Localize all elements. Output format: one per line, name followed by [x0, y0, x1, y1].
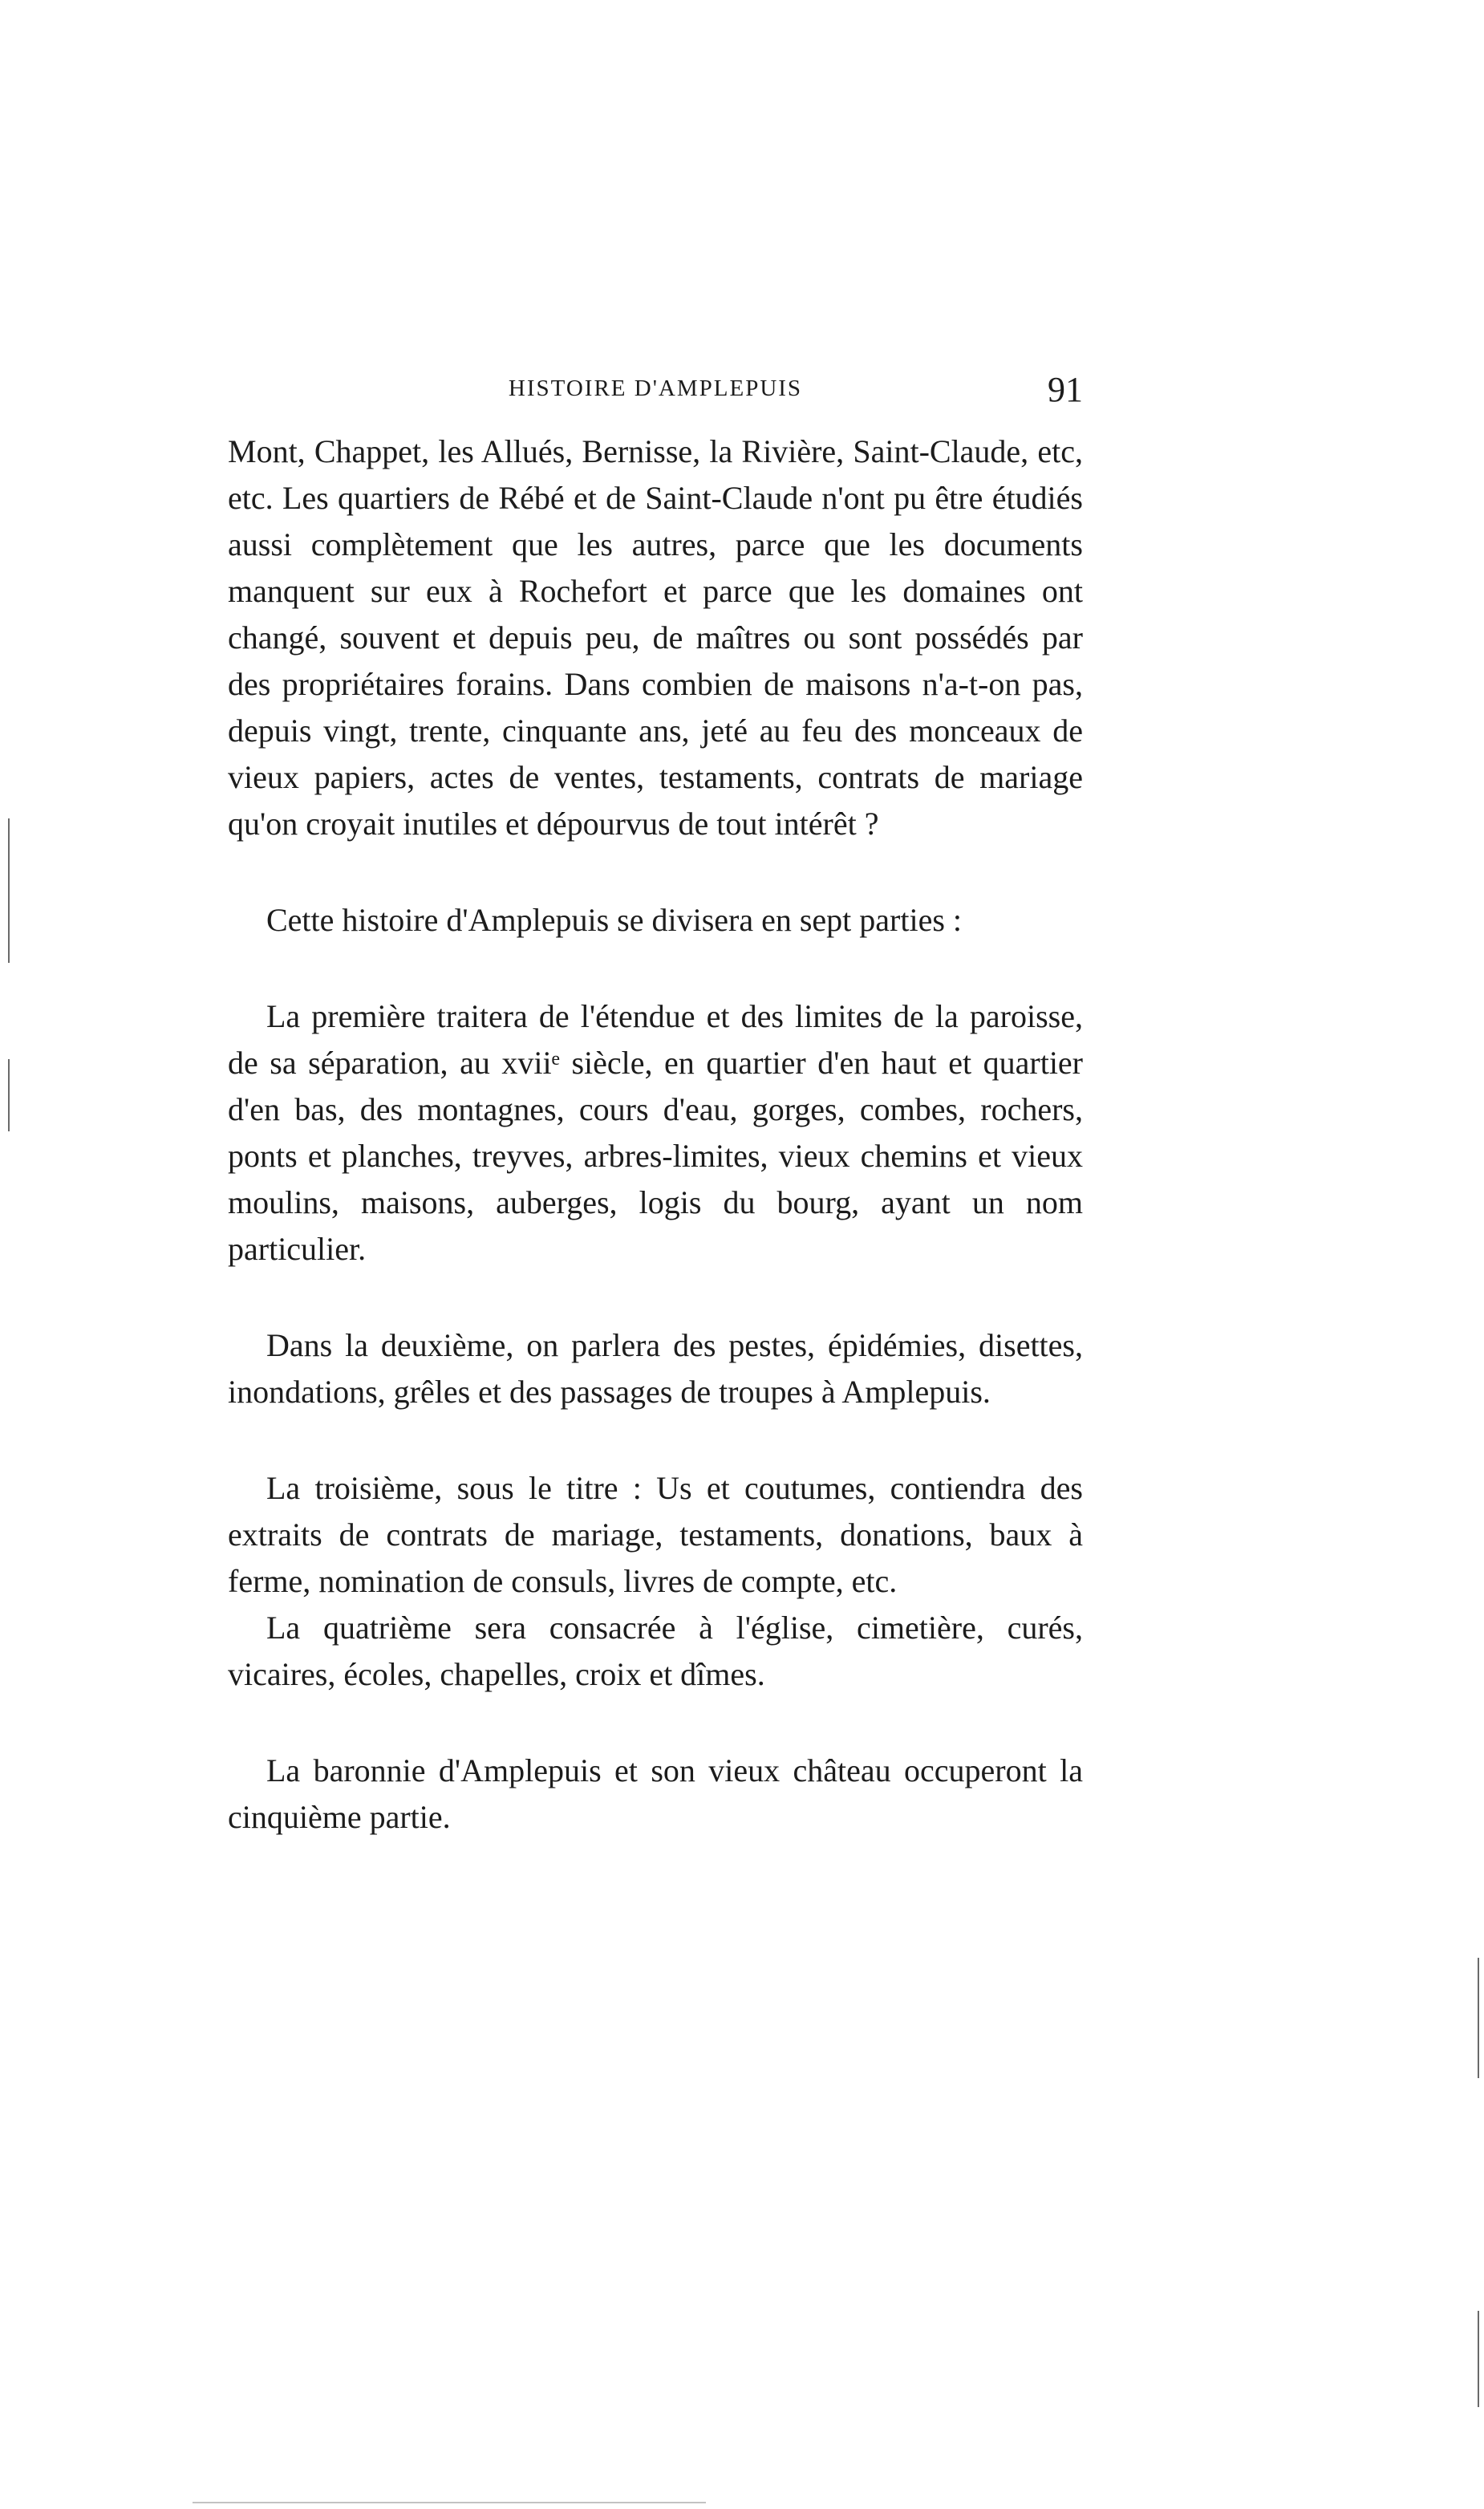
- running-head: [228, 371, 1083, 411]
- paragraph-part-one: La première traitera de l'étendue et des limites de la paroisse, de sa séparation, au xviiᵉ siècle, en quartier d'en haut et quartier d'en bas, des montagnes, cours d'eau, gorges, combes, rochers, ponts et planches, treyves, arbres-limites, vieux chemins et vieux moulins, maisons, auberges, logis du bourg, ayant un nom particulier.: [228, 998, 1083, 1267]
- paragraph-part-two: Dans la deuxième, on parlera des pestes, épidémies, disettes, inondations, grêles et des passages de troupes à Amplepuis.: [228, 1327, 1083, 1410]
- scan-artifact-bottom: [193, 2502, 706, 2503]
- paragraph-part-five: La baronnie d'Amplepuis et son vieux château occuperont la cinquième partie.: [228, 1752, 1083, 1835]
- paragraph-division-intro: Cette histoire d'Amplepuis se divisera en sept parties :: [266, 902, 963, 938]
- paragraph-part-three: La troisième, sous le titre : Us et coutumes, contiendra des extraits de contrats de mariage, testaments, donations, baux à ferme, nomination de consuls, livres de compte, etc.: [228, 1470, 1083, 1599]
- scan-artifact-right-1: [1478, 1958, 1479, 2078]
- running-title: HISTOIRE D'AMPLEPUIS: [508, 376, 803, 401]
- scan-artifact-left-1: [8, 818, 10, 963]
- paragraph-continuation: Mont, Chappet, les Allués, Bernisse, la Rivière, Saint-Claude, etc, etc. Les quartiers de Rébé et de Saint-Claude n'ont pu être étudiés aussi complètement que les autres, parce que les documents manquent sur eux à Rochefort et parce que les domaines ont changé, souvent et depuis peu, de maîtres ou sont possédés par des propriétaires forains. Dans combien de maisons n'a-t-on pas, depuis vingt, trente, cinquante ans, jeté au feu des monceaux de vieux papiers, actes de ventes, testaments, contrats de mariage qu'on croyait inutiles et dépourvus de tout intérêt ?: [228, 433, 1083, 842]
- scan-artifact-left-2: [8, 1059, 10, 1131]
- body-text: [228, 428, 1083, 1841]
- scan-artifact-right-2: [1478, 2311, 1479, 2407]
- paragraph-part-four: La quatrième sera consacrée à l'église, cimetière, curés, vicaires, écoles, chapelles, croix et dîmes.: [228, 1610, 1083, 1692]
- page-number: 91: [1048, 370, 1083, 409]
